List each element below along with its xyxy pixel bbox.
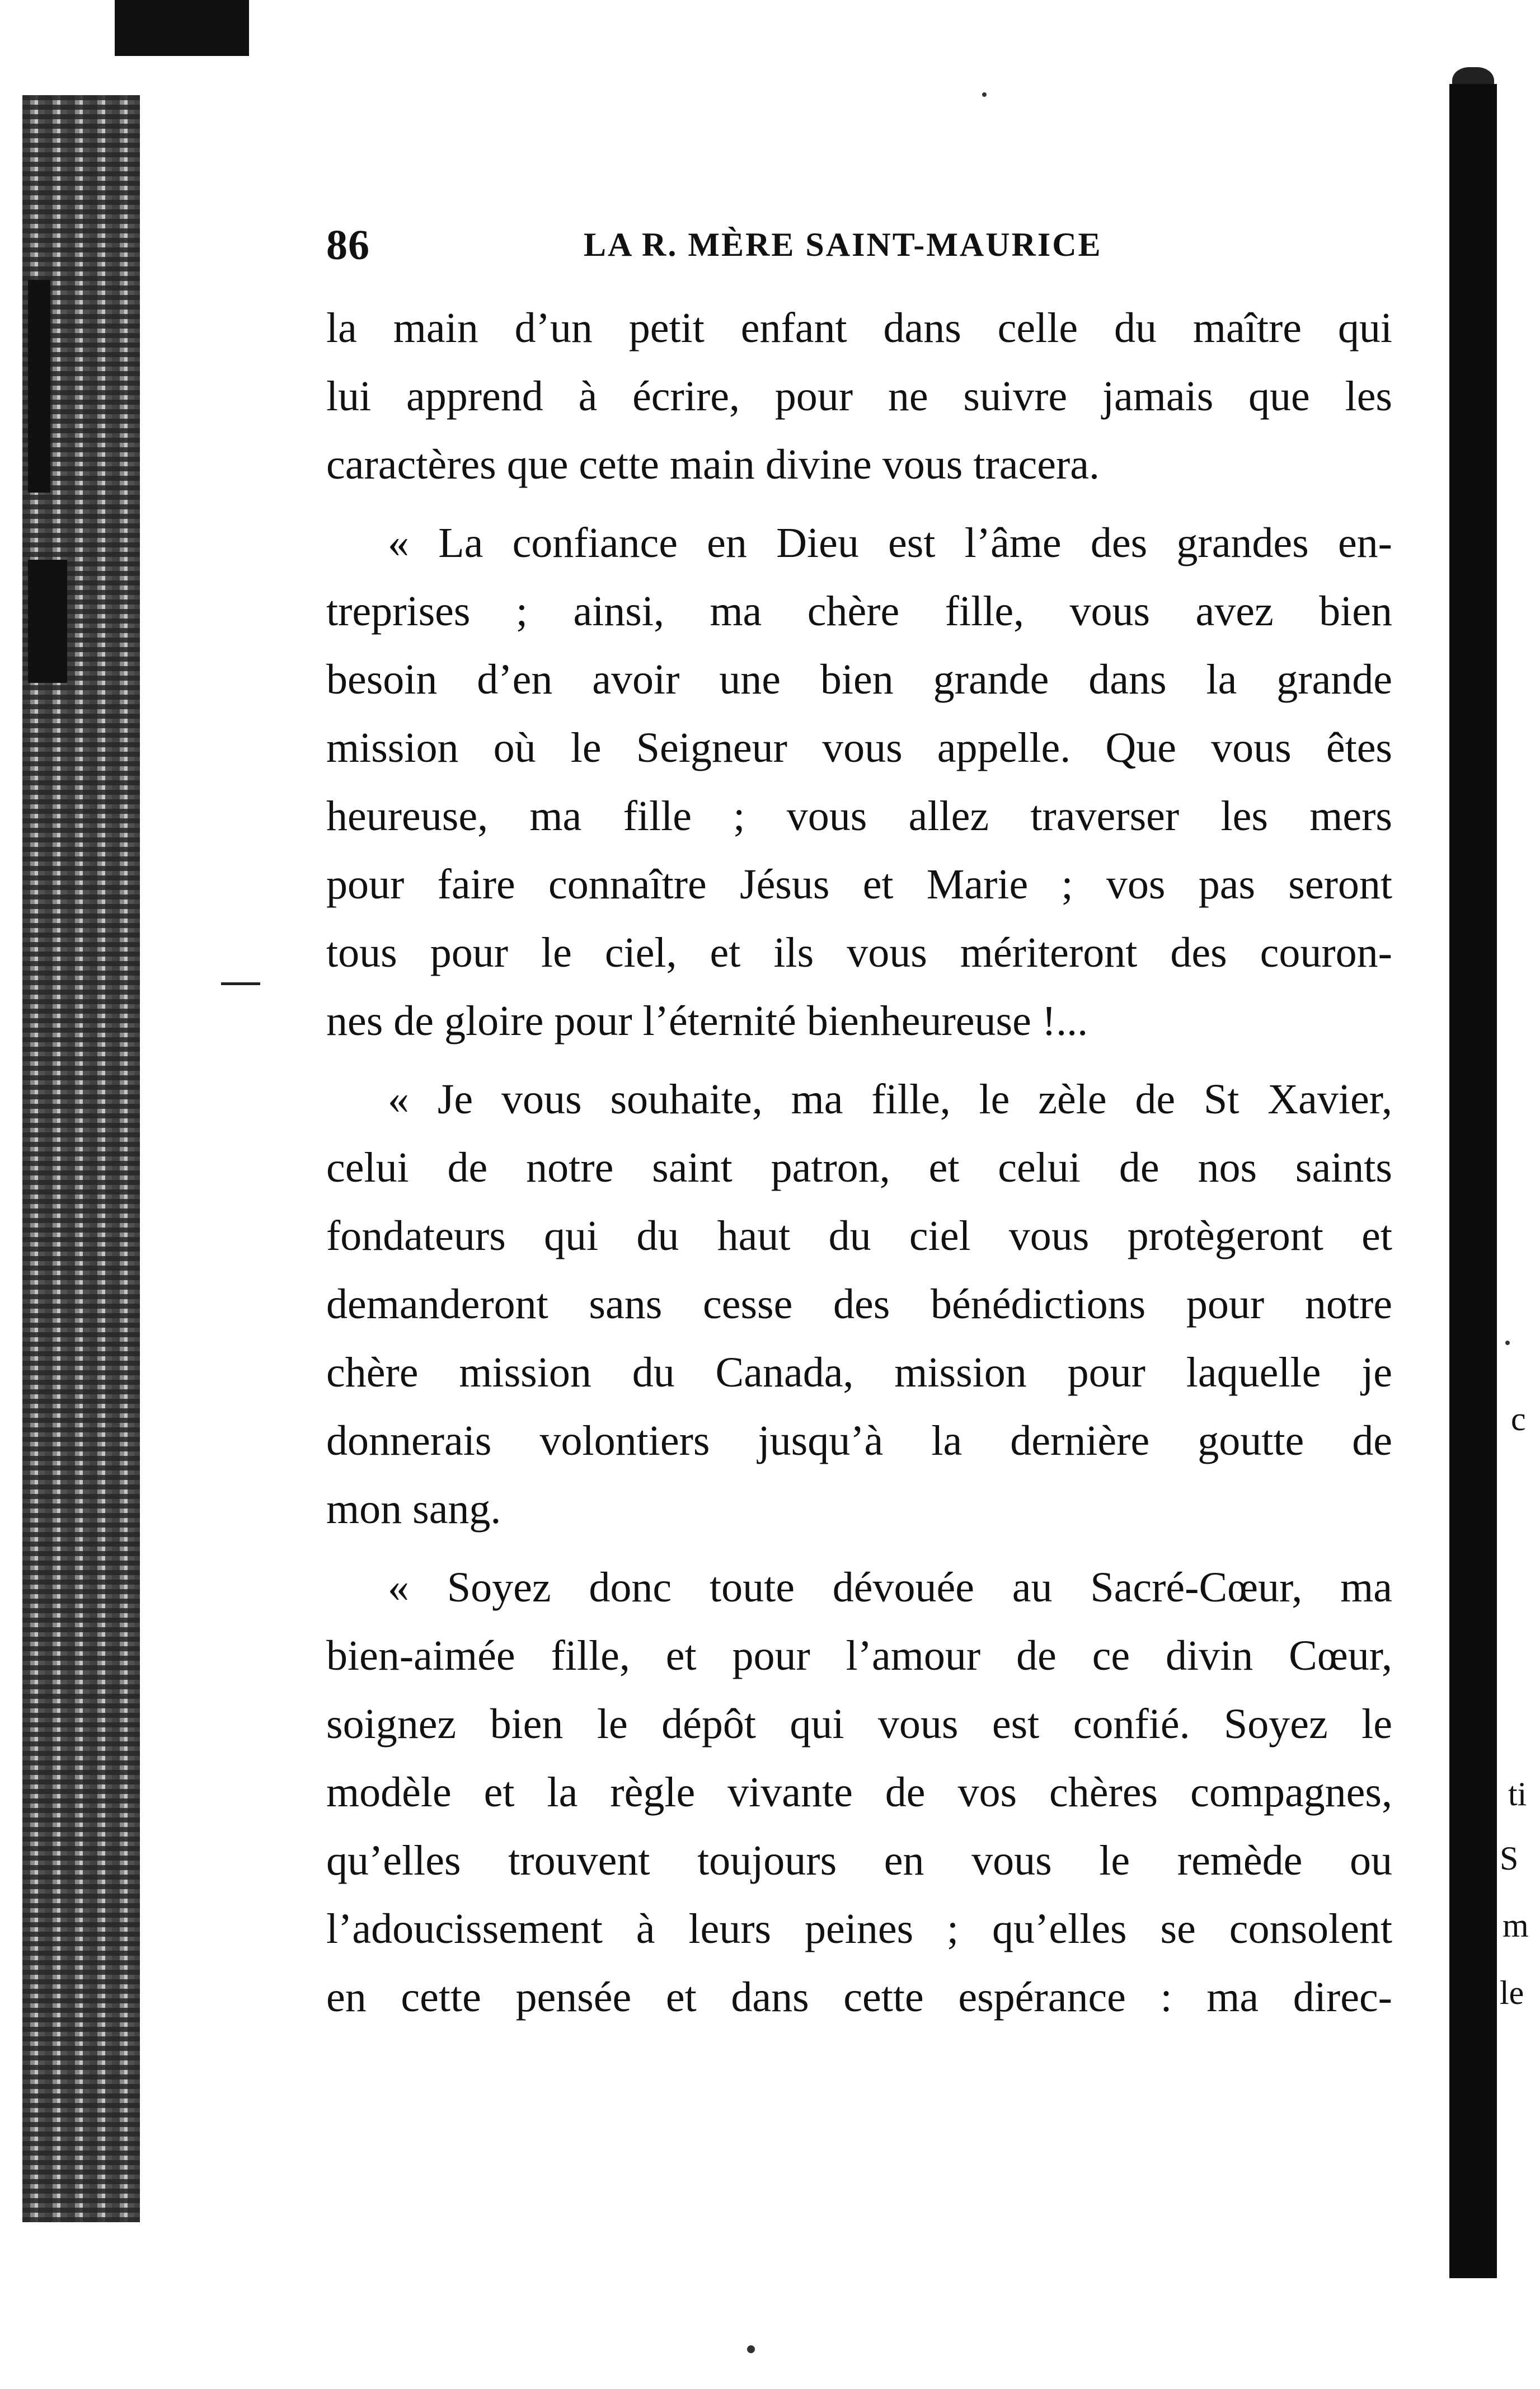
text-line: « La confiance en Dieu est l’âme des grandes en- bbox=[388, 519, 1392, 566]
paragraph bbox=[326, 1065, 1392, 1543]
text-line: treprises ; ainsi, ma chère fille, vous avez bien bbox=[326, 588, 1392, 635]
text-line: soignez bien le dépôt qui vous est confié. Soyez le bbox=[326, 1701, 1392, 1748]
paragraph bbox=[326, 509, 1392, 1055]
text-line: « Je vous souhaite, ma fille, le zèle de St Xavier, bbox=[388, 1076, 1392, 1123]
paragraph bbox=[326, 1553, 1392, 2031]
page-header bbox=[326, 221, 1389, 271]
scan-artifact-right-bar bbox=[1449, 84, 1497, 2278]
running-title: LA R. MÈRE SAINT-MAURICE bbox=[584, 226, 1102, 263]
text-line: bien-aimée fille, et pour l’amour de ce divin Cœur, bbox=[326, 1632, 1392, 1679]
text-line: mission où le Seigneur vous appelle. Que vous êtes bbox=[326, 724, 1392, 771]
scan-artifact-left-block bbox=[28, 280, 50, 493]
text-line: lui apprend à écrire, pour ne suivre jamais que les bbox=[326, 373, 1392, 420]
text-line: nes de gloire pour l’éternité bienheureuse !... bbox=[326, 997, 1088, 1044]
facing-page-fragment: c bbox=[1511, 1400, 1526, 1437]
text-line: mon sang. bbox=[326, 1486, 501, 1533]
text-line: caractères que cette main divine vous tracera. bbox=[326, 441, 1100, 488]
text-line: qu’elles trouvent toujours en vous le remède ou bbox=[326, 1837, 1392, 1884]
text-line: besoin d’en avoir une bien grande dans la grande bbox=[326, 656, 1392, 703]
scan-artifact-dash bbox=[221, 982, 260, 985]
scan-speck bbox=[982, 92, 987, 97]
text-line: demanderont sans cesse des bénédictions pour notre bbox=[326, 1281, 1392, 1328]
paragraph bbox=[326, 294, 1392, 499]
scan-artifact-top-bar bbox=[115, 0, 249, 56]
scan-speck bbox=[1505, 1341, 1510, 1345]
text-line: donnerais volontiers jusqu’à la dernière goutte de bbox=[326, 1417, 1392, 1464]
text-line: heureuse, ma fille ; vous allez traverser les mers bbox=[326, 793, 1392, 840]
text-line: fondateurs qui du haut du ciel vous protègeront et bbox=[326, 1212, 1392, 1259]
scan-artifact-left-block bbox=[28, 560, 67, 683]
text-line: celui de notre saint patron, et celui de nos saints bbox=[326, 1144, 1392, 1191]
text-line: « Soyez donc toute dévouée au Sacré-Cœur, ma bbox=[388, 1564, 1392, 1611]
facing-page-fragment: S bbox=[1500, 1840, 1519, 1877]
text-line: modèle et la règle vivante de vos chères compagnes, bbox=[326, 1769, 1392, 1816]
facing-page-fragment: ti bbox=[1508, 1776, 1527, 1812]
text-line: en cette pensée et dans cette espérance : ma direc- bbox=[326, 1974, 1392, 2021]
text-line: pour faire connaître Jésus et Marie ; vos pas seront bbox=[326, 861, 1392, 908]
facing-page-fragment: m bbox=[1503, 1907, 1529, 1944]
text-line: tous pour le ciel, et ils vous mériteront des couron- bbox=[326, 929, 1392, 976]
page-number: 86 bbox=[326, 222, 370, 269]
text-line: chère mission du Canada, mission pour laquelle je bbox=[326, 1349, 1392, 1396]
scan-speck bbox=[747, 2345, 755, 2353]
text-line: la main d’un petit enfant dans celle du maître qui bbox=[326, 305, 1392, 352]
facing-page-fragment: le bbox=[1500, 1974, 1524, 2011]
text-body bbox=[326, 294, 1392, 2041]
text-line: l’adoucissement à leurs peines ; qu’elles se consolent bbox=[326, 1905, 1392, 1952]
